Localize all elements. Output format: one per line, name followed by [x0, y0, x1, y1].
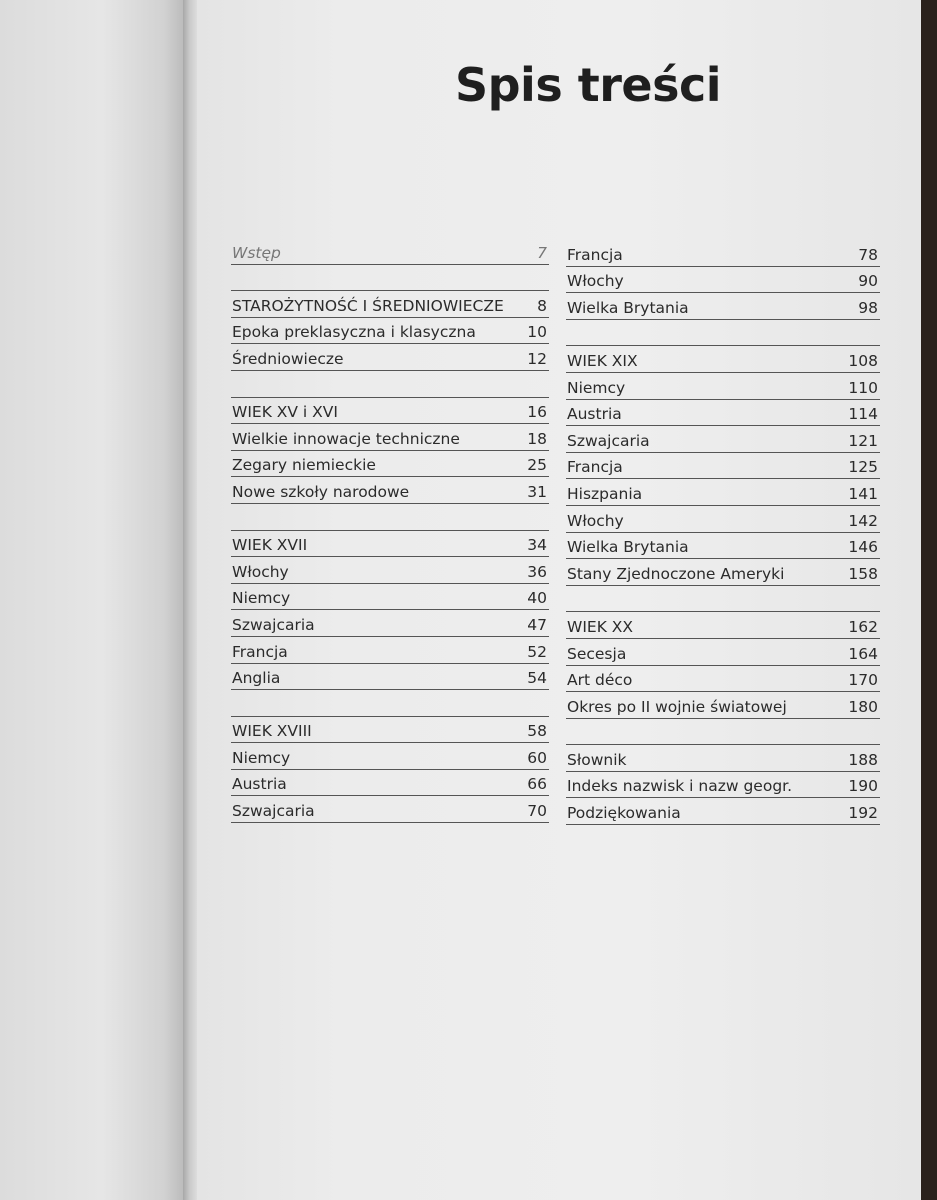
- toc-entry-page: 60: [527, 748, 547, 767]
- toc-entry: [566, 666, 880, 693]
- toc-entry: [566, 373, 880, 400]
- toc-entry: [231, 610, 549, 637]
- toc-entry-label: WIEK XVIII: [232, 722, 312, 741]
- toc-entry-label: Szwajcaria: [567, 431, 650, 450]
- toc-entry-label: Wielkie innowacje techniczne: [232, 429, 460, 448]
- toc-entry: [566, 772, 880, 799]
- toc-entry-label: WIEK XVII: [232, 536, 308, 555]
- toc-entry: [566, 639, 880, 666]
- toc-entry-page: 66: [527, 775, 547, 794]
- toc-entry-label: WIEK XV i XVI: [232, 403, 338, 422]
- toc-entry-page: 98: [858, 298, 878, 317]
- toc-entry: [231, 344, 549, 371]
- toc-entry: [566, 533, 880, 560]
- toc-entry: [231, 424, 549, 451]
- toc-entry-label: Okres po II wojnie światowej: [567, 697, 787, 716]
- toc-entry-label: Niemcy: [232, 589, 291, 608]
- toc-entry-page: 25: [527, 456, 547, 475]
- toc-entry-label: Nowe szkoły narodowe: [232, 482, 410, 501]
- toc-entry: [566, 400, 880, 427]
- toc-entry-label: Stany Zjednoczone Ameryki: [567, 564, 785, 583]
- toc-entry-page: 180: [848, 697, 878, 716]
- toc-entry-page: 70: [527, 802, 547, 821]
- toc-entry-page: 141: [848, 484, 878, 503]
- toc-entry: [231, 318, 549, 345]
- toc-entry: [566, 240, 880, 267]
- toc-entry: [566, 612, 880, 639]
- toc-entry-label: Austria: [567, 405, 622, 424]
- page-title: Spis treści: [455, 58, 722, 112]
- toc-entry: [231, 770, 549, 797]
- toc-entry-page: 58: [527, 722, 547, 741]
- toc-entry: [231, 796, 549, 823]
- toc-entry-label: Francja: [232, 642, 288, 661]
- left-page: [0, 0, 186, 1200]
- toc-entry: [566, 559, 880, 586]
- toc-entry-page: 146: [848, 538, 878, 557]
- toc-entry-page: 164: [848, 644, 878, 663]
- toc-entry-label: Szwajcaria: [232, 802, 315, 821]
- toc-entry-label: Epoka preklasyczna i klasyczna: [232, 323, 476, 342]
- toc-entry: [566, 293, 880, 320]
- toc-entry-label: Zegary niemieckie: [232, 456, 376, 475]
- toc-entry-label: Niemcy: [232, 748, 291, 767]
- toc-entry: [231, 477, 549, 504]
- toc-entry-page: 188: [848, 750, 878, 769]
- toc-entry-label: WIEK XIX: [567, 351, 638, 370]
- toc-entry-page: 47: [527, 615, 547, 634]
- toc-entry: [566, 479, 880, 506]
- toc-entry-label: Słownik: [567, 750, 627, 769]
- toc-entry-page: 125: [848, 458, 878, 477]
- toc-section-divider: [566, 719, 880, 746]
- toc-entry: [566, 798, 880, 825]
- toc-entry-page: 114: [848, 405, 878, 424]
- toc-entry-page: 108: [848, 351, 878, 370]
- toc-entry: [566, 453, 880, 480]
- toc-entry: [231, 531, 549, 558]
- toc-entry: [231, 557, 549, 584]
- toc-entry-label: Francja: [567, 245, 623, 264]
- toc-entry-page: 18: [527, 429, 547, 448]
- toc-entry: [231, 451, 549, 478]
- toc-right-column: [566, 240, 880, 825]
- toc-entry-label: Włochy: [567, 272, 624, 291]
- toc-section-divider: [231, 265, 549, 292]
- toc-entry: [566, 346, 880, 373]
- toc-entry-label: Podziękowania: [567, 804, 681, 823]
- toc-entry-label: WIEK XX: [567, 617, 634, 636]
- toc-entry-page: 54: [527, 669, 547, 688]
- toc-entry-label: Średniowiecze: [232, 349, 344, 368]
- toc-entry-page: 31: [527, 482, 547, 501]
- toc-entry-label: Secesja: [567, 644, 627, 663]
- toc-entry-page: 170: [848, 671, 878, 690]
- toc-section-divider: [566, 586, 880, 613]
- toc-entry: [231, 743, 549, 770]
- toc-entry-page: 12: [527, 349, 547, 368]
- toc-entry: [566, 267, 880, 294]
- toc-entry-page: 8: [537, 296, 547, 315]
- toc-entry-label: Niemcy: [567, 378, 626, 397]
- toc-entry-page: 7: [537, 243, 547, 262]
- toc-entry-page: 36: [527, 562, 547, 581]
- toc-entry-label: Wielka Brytania: [567, 538, 689, 557]
- toc-entry-page: 162: [848, 617, 878, 636]
- toc-entry: [231, 291, 549, 318]
- toc-entry-page: 40: [527, 589, 547, 608]
- toc-entry: [566, 692, 880, 719]
- toc-entry-page: 90: [858, 272, 878, 291]
- toc-entry-page: 190: [848, 777, 878, 796]
- toc-entry-page: 10: [527, 323, 547, 342]
- toc-entry-label: Szwajcaria: [232, 615, 315, 634]
- toc-entry-page: 34: [527, 536, 547, 555]
- toc-entry-page: 121: [848, 431, 878, 450]
- toc-section-divider: [566, 320, 880, 347]
- toc-entry-label: Hiszpania: [567, 484, 643, 503]
- toc-entry: [231, 717, 549, 744]
- toc-entry-page: 16: [527, 403, 547, 422]
- toc-entry-page: 158: [848, 564, 878, 583]
- toc-entry: [566, 745, 880, 772]
- toc-entry: [231, 584, 549, 611]
- toc-left-column: [231, 238, 549, 823]
- toc-entry-page: 110: [848, 378, 878, 397]
- toc-entry-label: Wstęp: [232, 243, 281, 262]
- toc-entry-label: Francja: [567, 458, 623, 477]
- toc-entry-page: 192: [848, 804, 878, 823]
- toc-entry-label: Austria: [232, 775, 287, 794]
- toc-entry: [566, 506, 880, 533]
- toc-entry-page: 78: [858, 245, 878, 264]
- toc-section-divider: [231, 504, 549, 531]
- toc-entry-label: Indeks nazwisk i nazw geogr.: [567, 777, 793, 796]
- toc-entry-label: Anglia: [232, 669, 281, 688]
- toc-entry-page: 142: [848, 511, 878, 530]
- toc-entry-label: Wielka Brytania: [567, 298, 689, 317]
- toc-entry-page: 52: [527, 642, 547, 661]
- toc-section-divider: [231, 371, 549, 398]
- toc-entry: [231, 398, 549, 425]
- toc-entry-label: STAROŻYTNOŚĆ I ŚREDNIOWIECZE: [232, 296, 504, 315]
- toc-entry-label: Art déco: [567, 671, 633, 690]
- toc-entry-label: Włochy: [567, 511, 624, 530]
- toc-section-divider: [231, 690, 549, 717]
- toc-entry: [231, 238, 549, 265]
- toc-entry: [231, 637, 549, 664]
- toc-entry-label: Włochy: [232, 562, 289, 581]
- toc-entry: [566, 426, 880, 453]
- toc-entry: [231, 664, 549, 691]
